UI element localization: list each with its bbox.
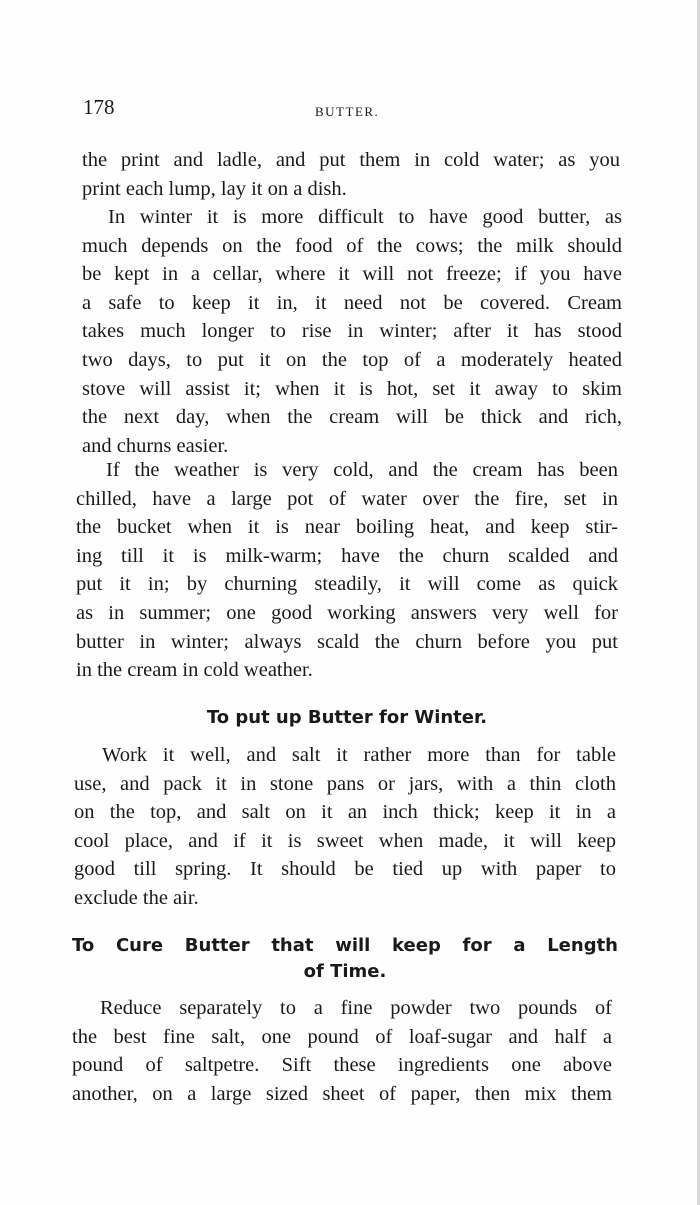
heading-line: of Time.: [303, 961, 387, 982]
text-line: a safe to keep it in, it need not be covered. Cream: [82, 291, 622, 314]
running-head: BUTTER.: [315, 104, 380, 119]
page-number: 178: [83, 95, 115, 119]
text-line: in the cream in cold weather.: [76, 659, 313, 682]
text-line: and churns easier.: [82, 434, 229, 457]
paragraph-continuation: [82, 146, 620, 203]
text-line: be kept in a cellar, where it will not freeze; if you have: [82, 263, 622, 286]
text-line: on the top, and salt on it an inch thick; keep it in a: [74, 801, 616, 824]
text-line: the best fine salt, one pound of loaf-sugar and half a: [72, 1025, 612, 1048]
text-line: put it in; by churning steadily, it will come as quick: [76, 573, 618, 596]
text-line: stove will assist it; when it is hot, set it away to skim: [82, 377, 622, 400]
text-line: exclude the air.: [74, 886, 199, 909]
text-line: pound of saltpetre. Sift these ingredients one above: [72, 1054, 612, 1077]
text-line: as in summer; one good working answers very well for: [76, 601, 618, 624]
text-line: In winter it is more difficult to have good butter, as: [108, 206, 622, 228]
text-line: Work it well, and salt it rather more than for table: [102, 744, 616, 766]
text-line: cool place, and if it is sweet when made, it will keep: [74, 829, 616, 852]
text-line: good till spring. It should be tied up with paper to: [74, 858, 616, 881]
text-line: the print and ladle, and put them in cold water; as you: [82, 149, 620, 171]
section-heading-cure-butter: [72, 933, 618, 985]
paragraph-put-up-butter: [74, 741, 616, 913]
page-header: [83, 95, 613, 125]
section-heading-winter: To put up Butter for Winter.: [206, 707, 488, 728]
text-line: print each lump, lay it on a dish.: [82, 177, 347, 200]
text-line: chilled, have a large pot of water over the fire, set in: [76, 487, 618, 510]
text-line: Reduce separately to a fine powder two pounds of: [100, 997, 612, 1019]
text-line: another, on a large sized sheet of paper, then mix them: [72, 1082, 612, 1105]
text-line: butter in winter; always scald the churn before you put: [76, 630, 618, 653]
paragraph-cold-weather: [76, 456, 618, 685]
paragraph-cure-butter: [72, 994, 612, 1108]
text-line: the bucket when it is near boiling heat, and keep stir-: [76, 516, 618, 539]
text-line: the next day, when the cream will be thick and rich,: [82, 406, 622, 429]
paragraph-winter: [82, 203, 622, 460]
heading-line: To Cure Butter that will keep for a Length: [72, 935, 618, 956]
text-line: If the weather is very cold, and the cream has been: [106, 459, 618, 481]
text-line: ing till it is milk-warm; have the churn scalded and: [76, 544, 618, 567]
text-line: use, and pack it in stone pans or jars, with a thin cloth: [74, 772, 616, 795]
text-line: two days, to put it on the top of a moderately heated: [82, 348, 622, 371]
text-line: takes much longer to rise in winter; after it has stood: [82, 320, 622, 343]
text-line: much depends on the food of the cows; the milk should: [82, 234, 622, 257]
